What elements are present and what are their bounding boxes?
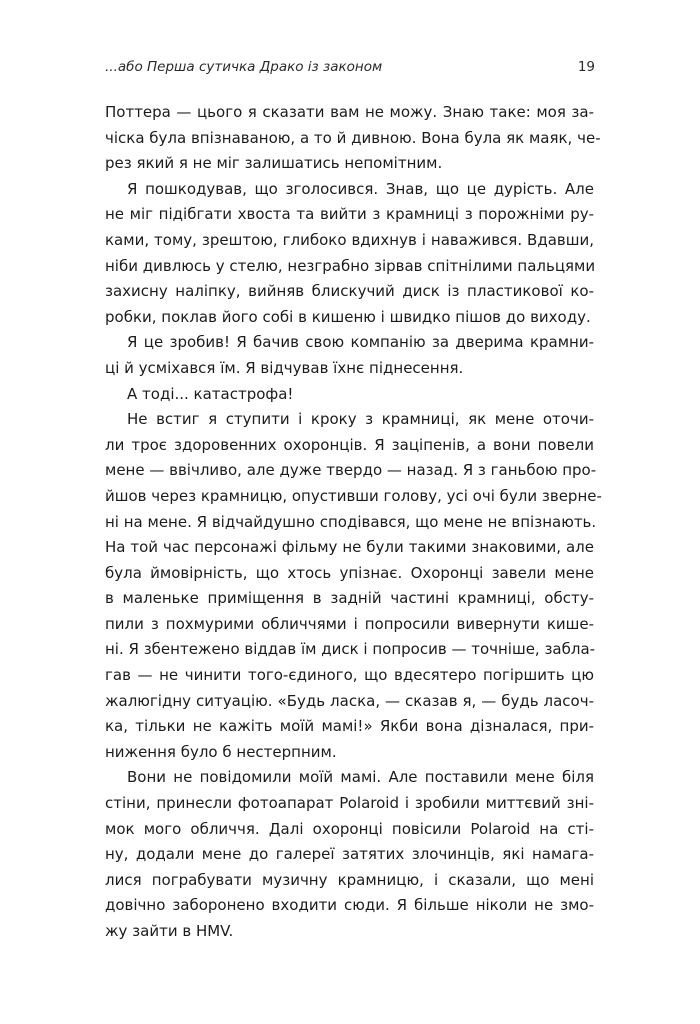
text-line: ну, додали мене до галереї затятих злочинців, які намага- xyxy=(105,845,594,864)
body-text xyxy=(105,100,602,945)
text-line: мене — ввічливо, але дуже твердо — назад. Я з ганьбою про- xyxy=(105,461,597,480)
text-line: ка, тільки не кажіть моїй мамі!» Якби вона дізналася, при- xyxy=(105,717,594,736)
text-line: жу зайти в HMV. xyxy=(105,922,234,940)
text-line: Вони не повідомили моїй мамі. Але поставили мене біля xyxy=(127,768,594,787)
running-title: ...або Перша сутичка Драко із законом xyxy=(105,59,383,75)
text-line: робки, поклав його собі в кишеню і швидко пішов до виходу. xyxy=(105,307,591,326)
text-line: в маленьке приміщення в задній частині крамниці, обсту- xyxy=(105,589,594,608)
text-line: йшов через крамницю, опустивши голову, усі очі були зверне- xyxy=(105,486,602,505)
text-line: Поттера — цього я сказати вам не можу. Знаю таке: моя за- xyxy=(105,103,594,121)
text-line: пили з похмурими обличчями і попросили вивернути кише- xyxy=(105,614,594,633)
text-line: рез який я не міг залишатись непомітним. xyxy=(105,154,443,173)
text-line: ниження було б нестерпним. xyxy=(105,742,337,761)
text-line: ками, тому, зрештою, глибоко вдихнув і наважився. Вдавши, xyxy=(105,230,594,249)
text-line: ці й усміхався їм. Я відчував їхнє піднесення. xyxy=(105,358,464,377)
running-head xyxy=(105,59,595,83)
text-line: не міг підібгати хвоста та вийти з крамниці з порожніми ру- xyxy=(105,205,594,224)
text-line: ніби дивлюсь у стелю, незграбно зірвав спітнілими пальцями xyxy=(105,256,596,275)
text-line: довічно заборонено входити сюди. Я більше ніколи не змо- xyxy=(105,896,594,915)
text-line: ні на мене. Я відчайдушно сподівався, що мене не впізнають. xyxy=(105,512,597,531)
text-line: мок мого обличчя. Далі охоронці повісили Polaroid на сті- xyxy=(105,819,594,838)
text-line: А тоді... катастрофа! xyxy=(127,384,294,403)
text-line: лися пограбувати музичну крамницю, і сказали, що мені xyxy=(105,870,594,889)
text-line: Я пошкодував, що зголосився. Знав, що це дурість. Але xyxy=(127,179,594,198)
text-line: ні. Я збентежено віддав їм диск і попросив — точніше, забла- xyxy=(105,640,596,659)
text-line: була ймовірність, що хтось упізнає. Охоронці завели мене xyxy=(105,563,594,582)
text-line: ли троє здоровенних охоронців. Я заціпенів, а вони повели xyxy=(105,435,594,454)
text-line: Я це зробив! Я бачив свою компанію за дверима крамни- xyxy=(127,333,594,352)
text-line: На той час персонажі фільму не були такими знаковими, але xyxy=(105,538,594,557)
text-line: гав — не чинити того-єдиного, що вдесятеро погіршить цю xyxy=(105,666,594,685)
text-line: жалюгідну ситуацію. «Будь ласка, — сказав я, — будь ласоч- xyxy=(105,691,594,710)
text-line: захисну наліпку, вийняв блискучий диск із пластикової ко- xyxy=(105,282,594,301)
text-line: Не встиг я ступити і кроку з крамниці, як мене оточи- xyxy=(127,410,594,429)
page-number: 19 xyxy=(577,59,595,75)
text-line: чіска була впізнаваною, а то й дивною. Вона була як маяк, че- xyxy=(105,128,601,147)
text-line: стіни, принесли фотоапарат Polaroid і зробили миттєвий зні- xyxy=(105,794,594,813)
